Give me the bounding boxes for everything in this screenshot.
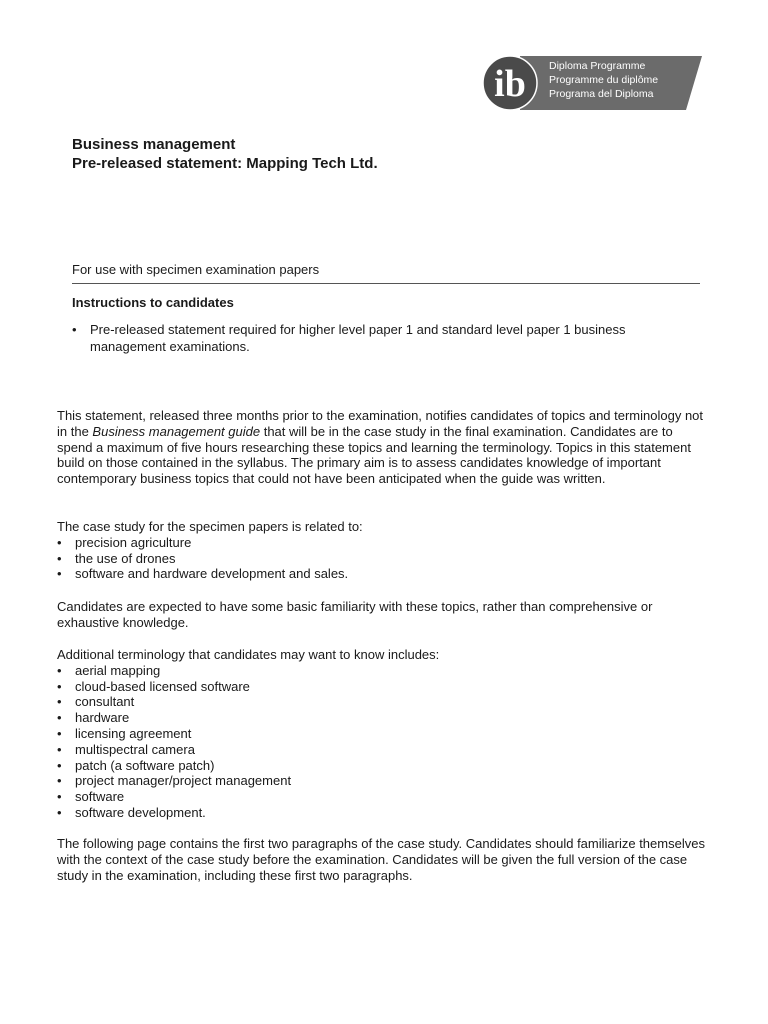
bullet-icon: • (57, 710, 62, 726)
list-item-text: consultant (75, 694, 135, 710)
programme-name-en: Diploma Programme (549, 60, 646, 72)
list-item-text: software and hardware development and sales. (75, 566, 349, 582)
bullet-icon: • (72, 322, 77, 337)
list-item-text: aerial mapping (75, 662, 161, 678)
instructions-heading: Instructions to candidates (72, 295, 234, 310)
programme-name-es: Programa del Diploma (549, 88, 654, 100)
list-item-text: patch (a software patch) (75, 757, 215, 773)
bullet-icon: • (57, 757, 62, 773)
case-intro: The case study for the specimen papers is related to: (57, 519, 363, 534)
list-item-text: precision agriculture (75, 534, 192, 550)
terms-intro: Additional terminology that candidates may want to know includes: (57, 647, 440, 662)
list-item (57, 805, 711, 821)
case-study-topics (57, 519, 711, 582)
bullet-icon: • (57, 741, 62, 757)
ib-logo-mark: ib (494, 63, 526, 105)
bullet-icon: • (57, 662, 62, 678)
bullet-icon: • (57, 534, 62, 550)
instruction-text: Pre-released statement required for higher level paper 1 and standard level paper 1 business management examinations. (90, 322, 626, 354)
terminology-list (57, 647, 711, 821)
intro-text-end: that will be in the case study in the final examination. Candidates are to spend a maximum of five hours researching these topics and learning the terminology. Topics in this statement build on those contained in the syllabus. The primary aim is to assess candidates knowledge of important contemporary business topics that could not have been anticipated when the guide was written. (57, 423, 691, 487)
subject-title: Business management (72, 136, 236, 153)
list-item-text: project manager/project management (75, 773, 292, 789)
list-item-text: software development. (75, 804, 206, 820)
instructions-list (72, 321, 700, 355)
intro-paragraph (57, 408, 711, 487)
list-item-text: software (75, 789, 125, 805)
list-item (57, 566, 711, 582)
bullet-icon: • (57, 773, 62, 789)
list-item-text: multispectral camera (75, 741, 195, 757)
list-item-text: hardware (75, 710, 130, 726)
divider (72, 283, 700, 284)
familiarity-paragraph: Candidates are expected to have some basic familiarity with these topics, rather than comprehensive or exhaustive knowledge. (57, 599, 653, 630)
bullet-icon: • (57, 804, 62, 820)
list-item-text: licensing agreement (75, 725, 192, 741)
bullet-icon: • (57, 566, 62, 582)
list-item-text: the use of drones (75, 550, 176, 566)
usage-note: For use with specimen examination papers (72, 262, 320, 277)
list-item (57, 663, 711, 679)
list-item (57, 742, 711, 758)
list-item (57, 535, 711, 551)
list-item (57, 789, 711, 805)
list-item (57, 679, 711, 695)
programme-names (549, 59, 658, 101)
statement-title: Pre-released statement: Mapping Tech Ltd. (72, 155, 378, 172)
bullet-icon: • (57, 678, 62, 694)
guide-name: Business management guide (92, 423, 261, 439)
programme-name-fr: Programme du diplôme (549, 74, 659, 86)
document-title (72, 135, 378, 173)
list-item (57, 694, 711, 710)
list-item (57, 551, 711, 567)
instruction-item (72, 321, 700, 355)
bullet-icon: • (57, 694, 62, 710)
list-item-text: cloud-based licensed software (75, 678, 250, 694)
intro-text-start: This statement, released three months prior to the examination, notifies candidates of topics and terminology not in the (57, 408, 704, 439)
bullet-icon: • (57, 725, 62, 741)
bullet-icon: • (57, 550, 62, 566)
closing-paragraph: The following page contains the first two paragraphs of the case study. Candidates should familiarize themselves with the context of the case study before the examination. Candidates will be given the full version of the case study in the examination, including these first two paragraphs. (57, 836, 705, 883)
list-item (57, 726, 711, 742)
list-item (57, 710, 711, 726)
bullet-icon: • (57, 789, 62, 805)
list-item (57, 773, 711, 789)
list-item (57, 758, 711, 774)
